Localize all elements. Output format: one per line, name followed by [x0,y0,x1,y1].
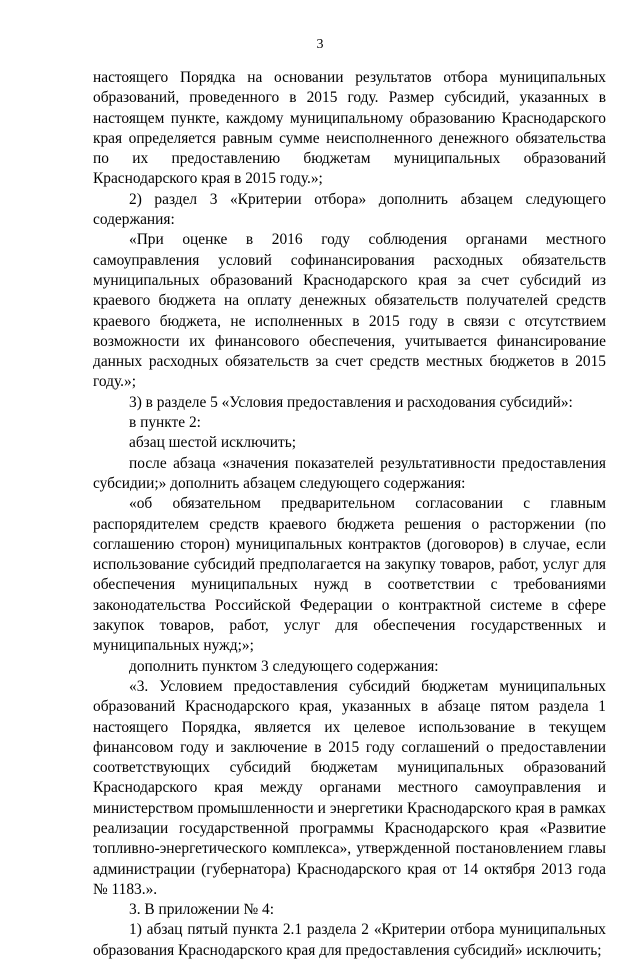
paragraph: после абзаца «значения показателей результативности предоставления субсидии;» дополнить абзацем следующего содержания: [93,454,606,492]
paragraph: дополнить пунктом 3 следующего содержания: [129,657,439,675]
paragraph: 3. В приложении № 4: [129,901,274,919]
paragraph: «об обязательном предварительном согласовании с главным распорядителем средств краевого бюджета решения о расторжении (по соглашению сторон) муниципальных контрактов (договоров) в случае, если использование субсидий предполагается на закупку товаров, работ, услуг для обеспечения муниципальных нужд в соответствии с требованиями законодательства Российской Федерации о контрактной системе в сфере закупок товаров, работ, услуг для обеспечения государственных и муниципальных нужд;»; [93,495,606,655]
paragraph: абзац шестой исключить; [129,434,296,452]
paragraph: 1) абзац пятый пункта 2.1 раздела 2 «Критерии отбора муниципальных образования Краснодарского края для предоставления субсидий» исключить; [93,921,606,959]
document-body [93,68,606,961]
paragraph: 2) раздел 3 «Критерии отбора» дополнить абзацем следующего содержания: [93,190,606,229]
paragraph: настоящего Порядка на основании результатов отбора муниципальных образований, проведенного в 2015 году. Размер субсидий, указанных в настоящем пункте, каждому муниципальному образованию Краснодарского края определяется равным сумме неисполненного денежного обязательства по их предоставлению бюджетам муниципальных образований Краснодарского края в 2015 году.»; [93,69,606,188]
paragraph: 3) в разделе 5 «Условия предоставления и расходования субсидий»: [129,393,573,411]
page-number: 3 [316,37,324,52]
paragraph: «3. Условием предоставления субсидий бюджетам муниципальных образований Краснодарского края, указанных в абзаце пятом раздела 1 настоящего Порядка, является их целевое использование в текущем финансовом году и заключение в 2015 году соглашений о предоставлении соответствующих субсидий бюджетам муниципальных образований Краснодарского края между органами местного самоуправления и министерством промышленности и энергетики Краснодарского края в рамках реализации государственной программы Краснодарского края «Развитие топливно-энергетического комплекса», утвержденной постановлением главы администрации (губернатора) Краснодарского края от 14 октября 2013 года № 1183.». [93,677,606,898]
paragraph: «При оценке в 2016 году соблюдения органами местного самоуправления условий софинансирования расходных обязательств муниципальных образований Краснодарского края за счет субсидий из краевого бюджета на оплату денежных обязательств получателей средств краевого бюджета, не исполненных в 2015 году в связи с отсутствием возможности их финансового обеспечения, учитывается финансирование данных расходных обязательств за счет средств местных бюджетов в 2015 году.»; [93,231,606,391]
paragraph: в пункте 2: [129,414,201,432]
